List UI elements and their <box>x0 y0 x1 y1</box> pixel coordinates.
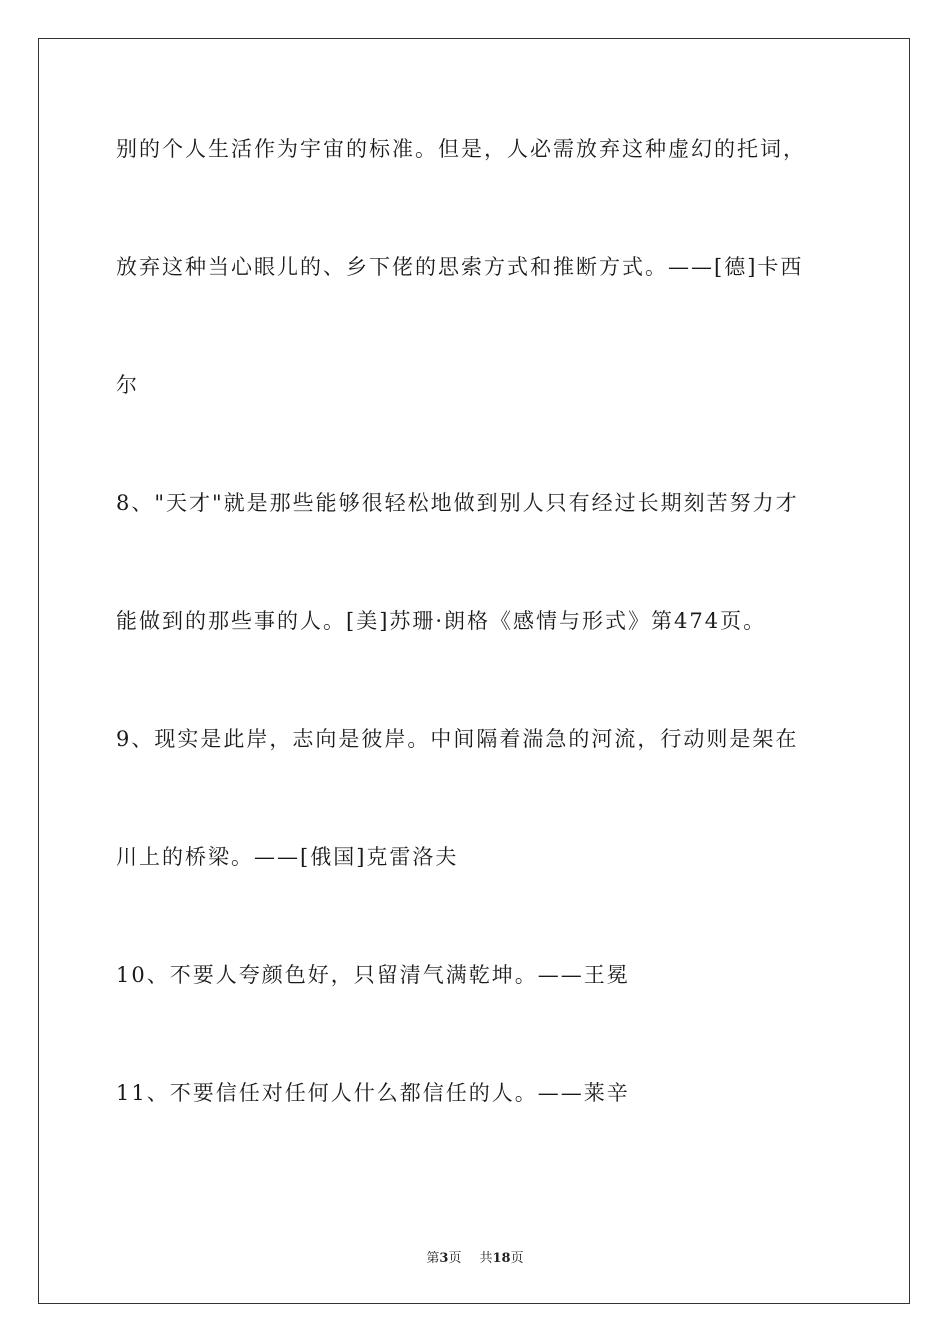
text-line: 能做到的那些事的人。[美]苏珊·朗格《感情与形式》第474页。 <box>116 609 767 633</box>
text-line: 9、现实是此岸，志向是彼岸。中间隔着湍急的河流，行动则是架在 <box>116 727 799 751</box>
text-line: 放弃这种当心眼儿的、乡下佬的思索方式和推断方式。——[德]卡西 <box>116 255 804 279</box>
text-line: 尔 <box>116 373 139 397</box>
page-total: 18 <box>492 1251 511 1266</box>
page-unit: 页 <box>448 1251 462 1266</box>
total-unit: 页 <box>510 1251 524 1266</box>
text-line: 川上的桥梁。——[俄国]克雷洛夫 <box>116 845 459 869</box>
text-line: 11、不要信任对任何人什么都信任的人。——莱辛 <box>116 1081 630 1105</box>
text-line: 8、"天才"就是那些能够很轻松地做到别人只有经过长期刻苦努力才 <box>116 491 799 515</box>
total-prefix: 共 <box>479 1251 493 1266</box>
document-body <box>116 120 846 1182</box>
text-line: 10、不要人夸颜色好，只留清气满乾坤。——王冕 <box>116 963 630 987</box>
text-line: 别的个人生活作为宇宙的标准。但是，人必需放弃这种虚幻的托词， <box>116 137 806 161</box>
page-footer <box>0 1247 950 1266</box>
page-current: 3 <box>439 1251 449 1266</box>
page-prefix: 第 <box>426 1251 440 1266</box>
